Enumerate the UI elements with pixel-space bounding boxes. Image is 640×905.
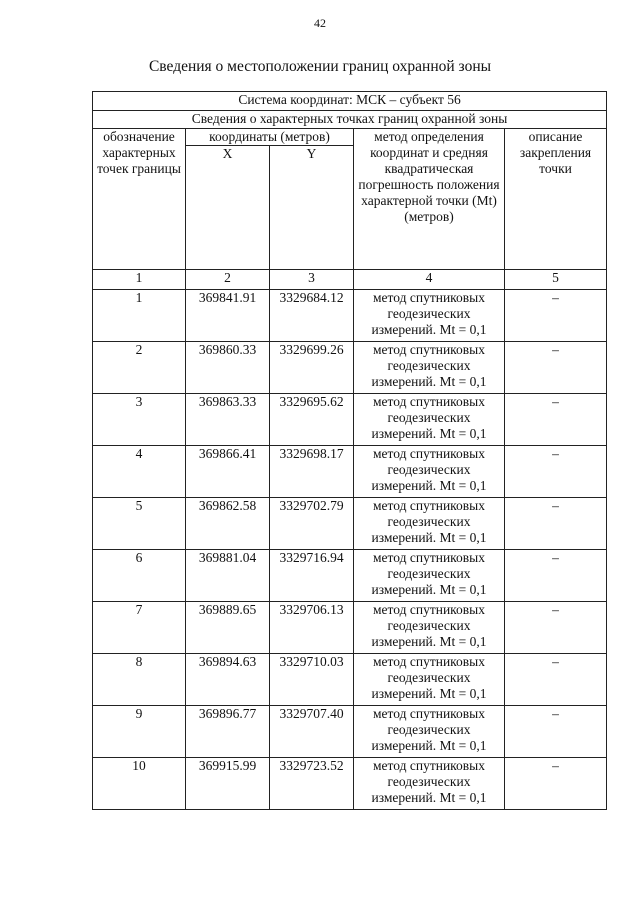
coordinate-system-cell: Система координат: МСК – субъект 56 (93, 92, 607, 111)
column-number: 4 (354, 270, 505, 290)
point-number-cell: 4 (93, 446, 186, 498)
method-cell: метод спутниковых геодезических измерений. Mt = 0,1 (354, 602, 505, 654)
boundary-points-table (92, 91, 607, 810)
description-cell: – (505, 602, 607, 654)
table-row (93, 290, 607, 342)
y-coordinate-cell: 3329706.13 (270, 602, 354, 654)
table-row (93, 342, 607, 394)
column-number: 1 (93, 270, 186, 290)
y-coordinate-cell: 3329707.40 (270, 706, 354, 758)
y-coordinate-cell: 3329710.03 (270, 654, 354, 706)
table-row (93, 550, 607, 602)
table-row (93, 758, 607, 810)
description-cell: – (505, 394, 607, 446)
method-cell: метод спутниковых геодезических измерений. Mt = 0,1 (354, 550, 505, 602)
table-row (93, 498, 607, 550)
x-coordinate-cell: 369860.33 (186, 342, 270, 394)
header-method: метод определения координат и средняя квадратическая погрешность положения характерной точки (Mt) (метров) (354, 129, 505, 270)
x-coordinate-cell: 369889.65 (186, 602, 270, 654)
column-number: 3 (270, 270, 354, 290)
method-cell: метод спутниковых геодезических измерений. Mt = 0,1 (354, 290, 505, 342)
point-number-cell: 8 (93, 654, 186, 706)
point-number-cell: 1 (93, 290, 186, 342)
y-coordinate-cell: 3329702.79 (270, 498, 354, 550)
point-number-cell: 7 (93, 602, 186, 654)
y-coordinate-cell: 3329716.94 (270, 550, 354, 602)
method-cell: метод спутниковых геодезических измерений. Mt = 0,1 (354, 446, 505, 498)
description-cell: – (505, 550, 607, 602)
table-subtitle-row (93, 111, 607, 129)
point-number-cell: 10 (93, 758, 186, 810)
header-designation: обозначение характерных точек границы (93, 129, 186, 270)
table-row (93, 446, 607, 498)
point-number-cell: 3 (93, 394, 186, 446)
table-subtitle-cell: Сведения о характерных точках границ охранной зоны (93, 111, 607, 129)
x-coordinate-cell: 369881.04 (186, 550, 270, 602)
method-cell: метод спутниковых геодезических измерений. Mt = 0,1 (354, 706, 505, 758)
header-row-1 (93, 129, 607, 146)
y-coordinate-cell: 3329695.62 (270, 394, 354, 446)
page-number: 42 (314, 16, 326, 30)
description-cell: – (505, 758, 607, 810)
point-number-cell: 2 (93, 342, 186, 394)
x-coordinate-cell: 369915.99 (186, 758, 270, 810)
description-cell: – (505, 342, 607, 394)
description-cell: – (505, 290, 607, 342)
header-x: X (186, 146, 270, 270)
y-coordinate-cell: 3329723.52 (270, 758, 354, 810)
method-cell: метод спутниковых геодезических измерений. Mt = 0,1 (354, 498, 505, 550)
table-row (93, 602, 607, 654)
description-cell: – (505, 654, 607, 706)
table-row (93, 394, 607, 446)
coordinate-system-row (93, 92, 607, 111)
document-title: Сведения о местоположении границ охранной зоны (148, 58, 492, 75)
column-number-row (93, 270, 607, 290)
y-coordinate-cell: 3329684.12 (270, 290, 354, 342)
x-coordinate-cell: 369863.33 (186, 394, 270, 446)
x-coordinate-cell: 369841.91 (186, 290, 270, 342)
header-y: Y (270, 146, 354, 270)
y-coordinate-cell: 3329698.17 (270, 446, 354, 498)
method-cell: метод спутниковых геодезических измерений. Mt = 0,1 (354, 758, 505, 810)
header-coordinates: координаты (метров) (186, 129, 354, 146)
method-cell: метод спутниковых геодезических измерений. Mt = 0,1 (354, 342, 505, 394)
point-number-cell: 9 (93, 706, 186, 758)
method-cell: метод спутниковых геодезических измерений. Mt = 0,1 (354, 394, 505, 446)
x-coordinate-cell: 369896.77 (186, 706, 270, 758)
x-coordinate-cell: 369866.41 (186, 446, 270, 498)
table-row (93, 706, 607, 758)
description-cell: – (505, 706, 607, 758)
column-number: 5 (505, 270, 607, 290)
point-number-cell: 5 (93, 498, 186, 550)
x-coordinate-cell: 369862.58 (186, 498, 270, 550)
point-number-cell: 6 (93, 550, 186, 602)
description-cell: – (505, 446, 607, 498)
y-coordinate-cell: 3329699.26 (270, 342, 354, 394)
table-row (93, 654, 607, 706)
method-cell: метод спутниковых геодезических измерений. Mt = 0,1 (354, 654, 505, 706)
description-cell: – (505, 498, 607, 550)
x-coordinate-cell: 369894.63 (186, 654, 270, 706)
header-description: описание закрепления точки (505, 129, 607, 270)
column-number: 2 (186, 270, 270, 290)
